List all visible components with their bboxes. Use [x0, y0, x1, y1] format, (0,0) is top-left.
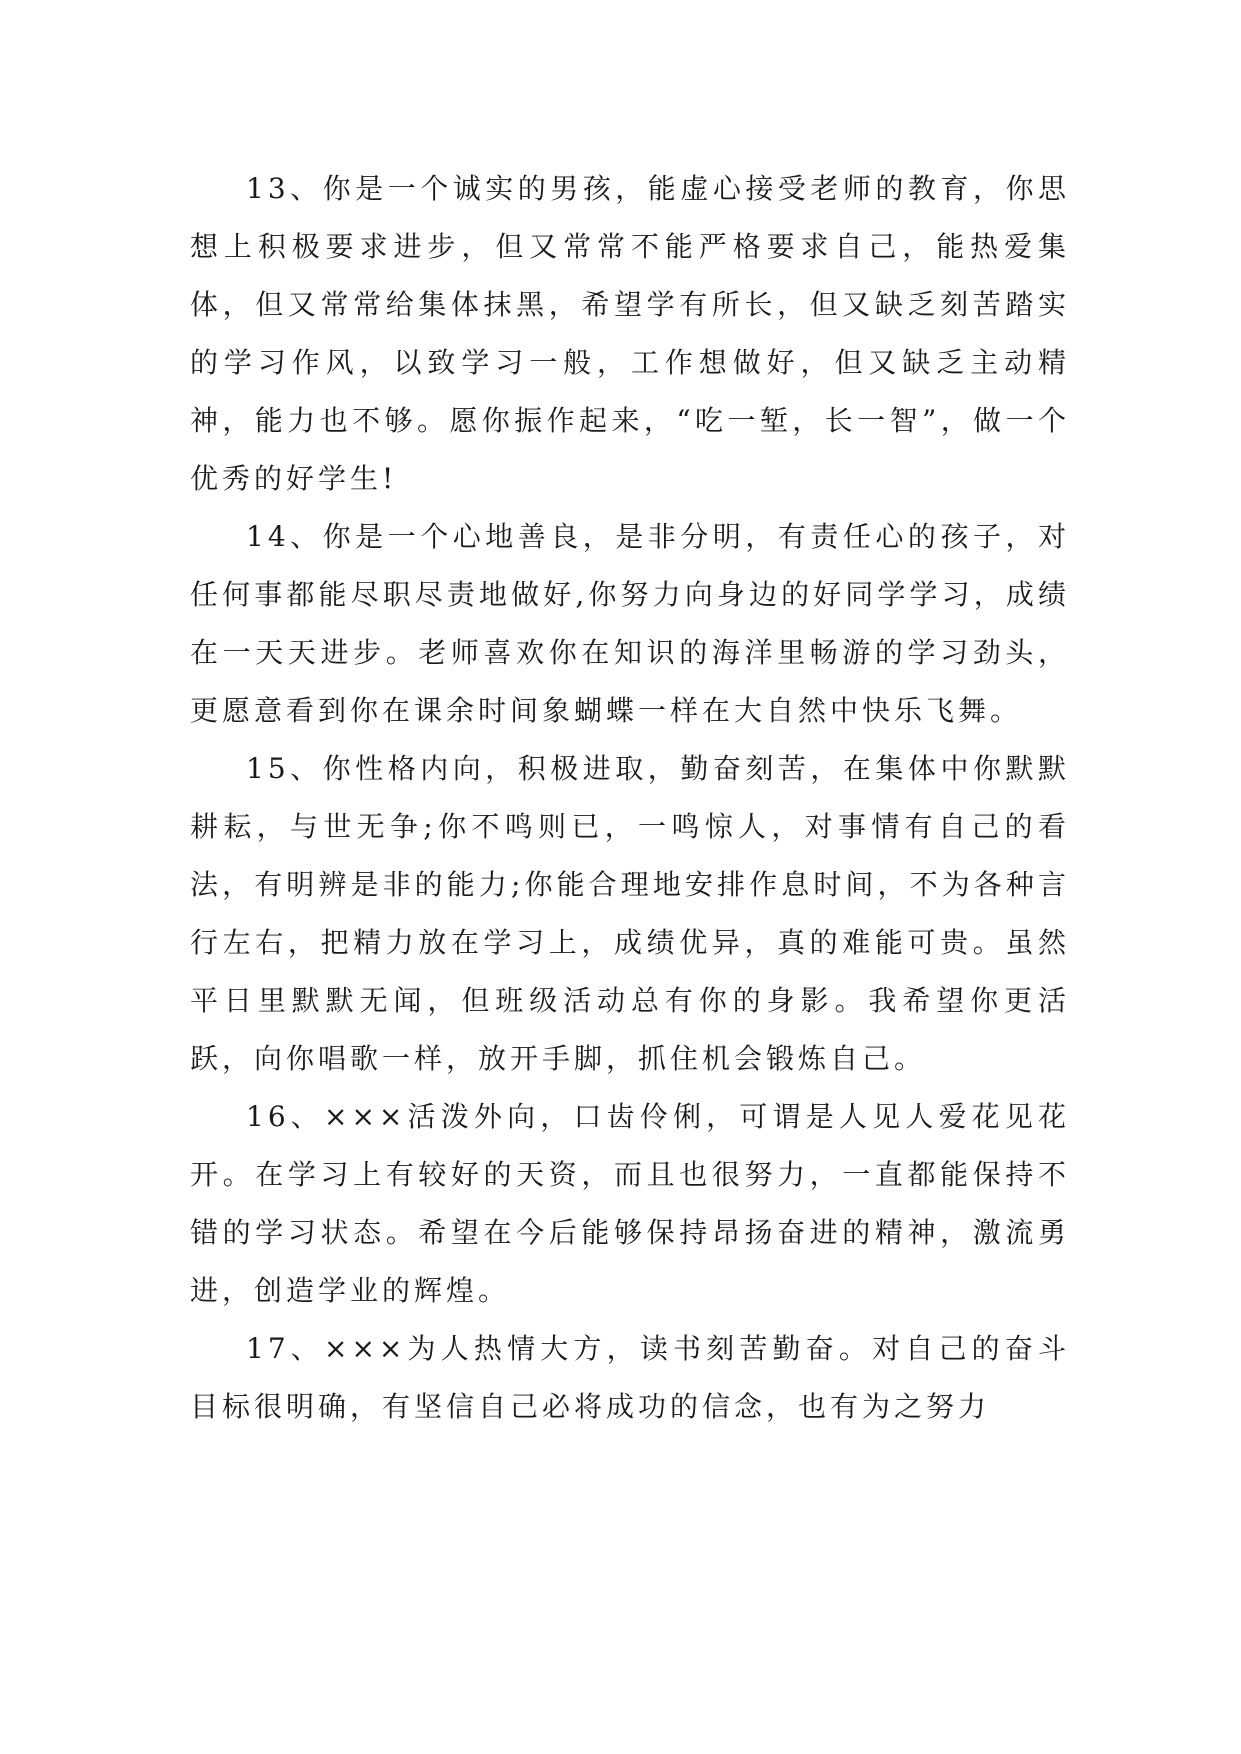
- paragraph-13: 13、你是一个诚实的男孩，能虚心接受老师的教育，你思想上积极要求进步，但又常常不能严格要求自己，能热爱集体，但又常常给集体抹黑，希望学有所长，但又缺乏刻苦踏实的学习作风，以致学习一般，工作想做好，但又缺乏主动精神，能力也不够。愿你振作起来，“吃一堑，长一智”，做一个优秀的好学生!: [190, 172, 1070, 495]
- paragraph-14: 14、你是一个心地善良，是非分明，有责任心的孩子，对任何事都能尽职尽责地做好,你努力向身边的好同学学习，成绩在一天天进步。老师喜欢你在知识的海洋里畅游的学习劲头，更愿意看到你在课余时间象蝴蝶一样在大自然中快乐飞舞。: [190, 520, 1070, 727]
- document-body: [190, 160, 1070, 1436]
- paragraph-15: 15、你性格内向，积极进取，勤奋刻苦，在集体中你默默耕耘，与世无争;你不鸣则已，一鸣惊人，对事情有自己的看法，有明辨是非的能力;你能合理地安排作息时间，不为各种言行左右，把精力放在学习上，成绩优异，真的难能可贵。虽然平日里默默无闻，但班级活动总有你的身影。我希望你更活跃，向你唱歌一样，放开手脚，抓住机会锻炼自己。: [190, 752, 1070, 1075]
- paragraph-17: 17、×××为人热情大方，读书刻苦勤奋。对自己的奋斗目标很明确，有坚信自己必将成功的信念，也有为之努力: [190, 1332, 1070, 1423]
- paragraph-16: 16、×××活泼外向，口齿伶俐，可谓是人见人爱花见花开。在学习上有较好的天资，而且也很努力，一直都能保持不错的学习状态。希望在今后能够保持昂扬奋进的精神，激流勇进，创造学业的辉煌。: [190, 1100, 1070, 1307]
